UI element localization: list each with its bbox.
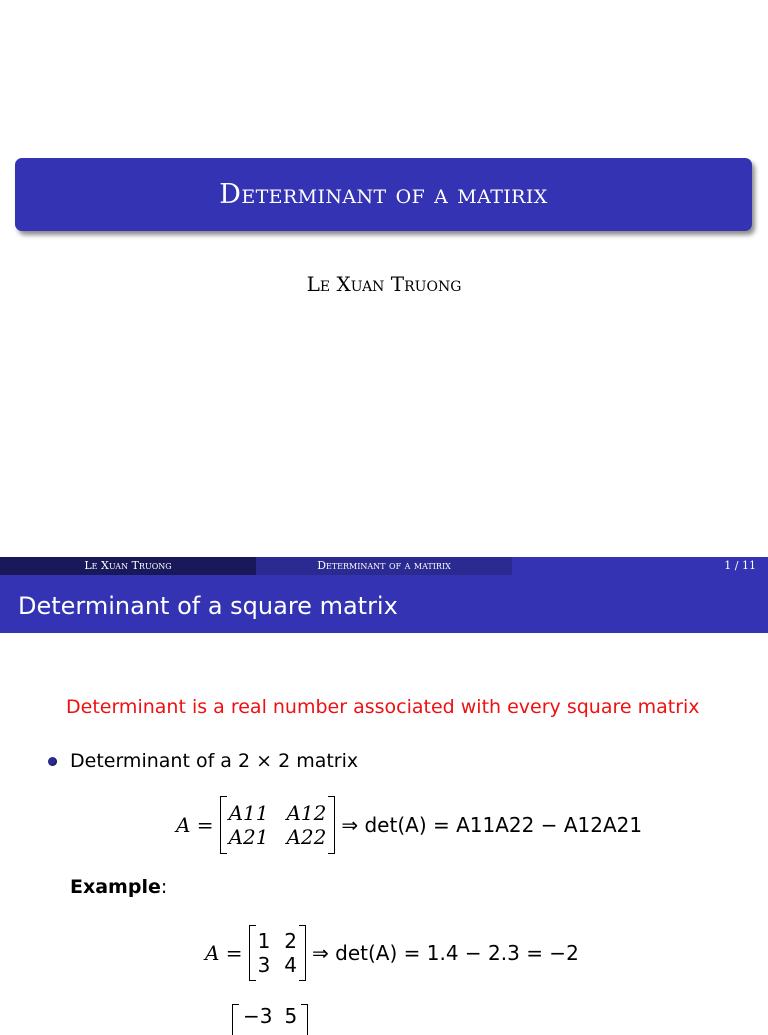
bullet-item [48,750,358,772]
footline-author: Le Xuan Truong [0,557,256,575]
right-bracket [299,925,306,981]
formula-lhs: A = [176,813,214,837]
partial-matrix [232,1004,308,1035]
example-formula [205,925,579,981]
highlight-text: Determinant is a real number associated with every square matrix [66,696,700,718]
example-matrix [249,925,306,981]
example-lhs: A = [205,941,243,965]
bullet-text: Determinant of a 2 × 2 matrix [70,750,359,772]
left-bracket [249,925,256,981]
matrix-entry: −3 [243,1004,273,1028]
formula-rhs: ⇒ det(A) = A11A22 − A12A21 [341,813,643,837]
matrix-entry: A21 [228,825,269,849]
matrix-entry: A22 [286,825,327,849]
right-bracket [328,796,335,854]
determinant-formula [176,796,642,854]
matrix-2x2 [220,796,336,854]
presentation-title: Determinant of a matirix [219,179,548,210]
matrix-entry: 1 [257,929,271,953]
left-bracket [220,796,227,854]
footline-page-number: 1 / 11 [512,557,768,575]
author-name: Le Xuan Truong [306,272,462,296]
matrix-entries [227,801,329,849]
footline-title: Determinant of a matirix [256,557,512,575]
right-bracket [301,1004,308,1035]
footline [0,557,768,575]
matrix-entries [256,929,299,977]
matrix-entry: 2 [284,929,298,953]
example-colon: : [160,876,168,898]
bullet-icon [48,757,57,766]
example-rhs: ⇒ det(A) = 1.4 − 2.3 = −2 [312,941,579,965]
matrix-entry: 5 [284,1004,298,1028]
matrix-entry: 4 [284,953,298,977]
left-bracket [232,1004,239,1035]
example-label-text: Example [70,876,161,898]
frame-title: Determinant of a square matrix [0,575,768,633]
matrix-entry: A11 [228,801,269,825]
example-label [70,876,167,898]
matrix-entry: A12 [286,801,327,825]
matrix-entry: 3 [257,953,271,977]
title-banner [15,158,752,231]
